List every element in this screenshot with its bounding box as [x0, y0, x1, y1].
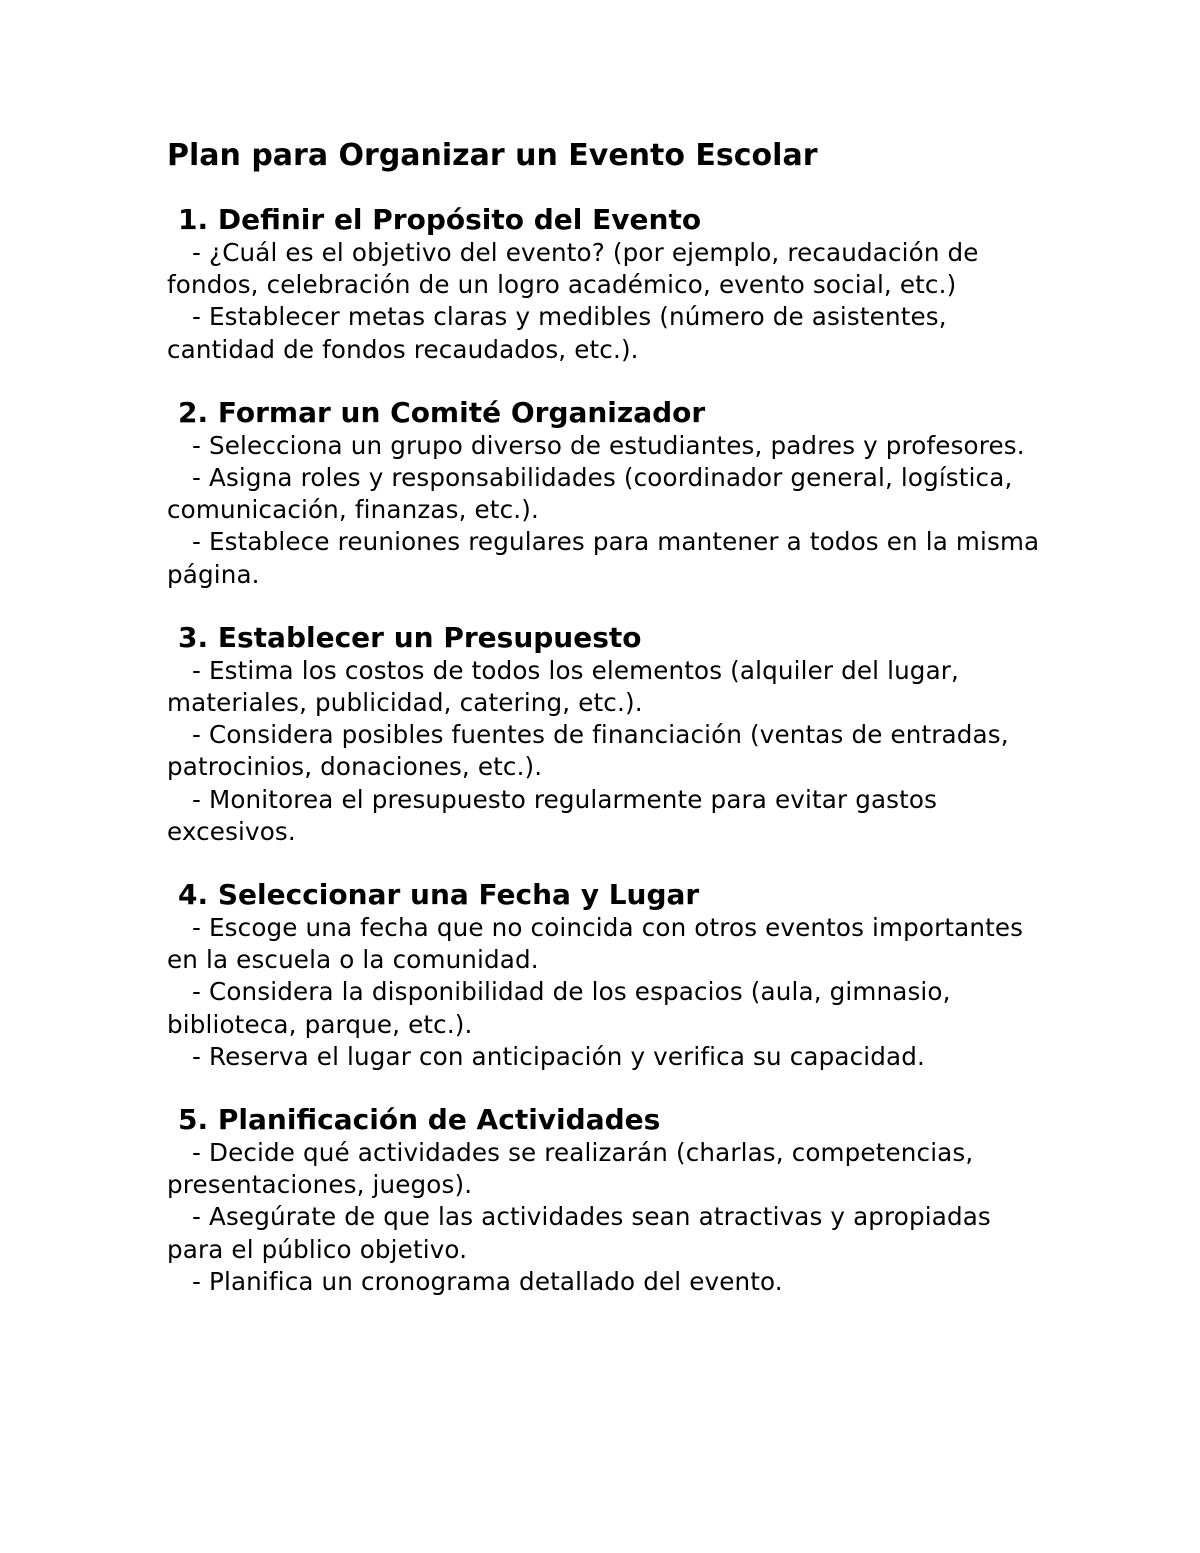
section-activities	[167, 1103, 1047, 1298]
section-heading: 1. Definir el Propósito del Evento	[178, 203, 702, 236]
section-purpose	[167, 203, 1047, 366]
section-heading: 4. Seleccionar una Fecha y Lugar	[178, 878, 700, 912]
bullet-item: - Planifica un cronograma detallado del evento.	[192, 1266, 783, 1296]
bullet-item: - Selecciona un grupo diverso de estudiantes, padres y profesores.	[192, 430, 1025, 460]
bullet-item: - Asigna roles y responsabilidades (coordinador general, logística, comunicación, finanzas, etc.).	[167, 463, 1013, 525]
bullet-item: - Considera la disponibilidad de los espacios (aula, gimnasio, biblioteca, parque, etc.).	[167, 977, 951, 1039]
section-heading: 3. Establecer un Presupuesto	[178, 620, 642, 654]
document-title: Plan para Organizar un Evento Escolar	[167, 138, 818, 173]
document-page	[167, 138, 1047, 1328]
bullet-item: - Monitorea el presupuesto regularmente para evitar gastos excesivos.	[167, 784, 938, 846]
bullet-item: - Asegúrate de que las actividades sean atractivas y apropiadas para el público objetivo.	[167, 1202, 991, 1264]
bullet-item: - Decide qué actividades se realizarán (charlas, competencias, presentaciones, juegos).	[167, 1138, 974, 1200]
bullet-item: - Establece reuniones regulares para mantener a todos en la misma página.	[167, 527, 1040, 589]
section-heading: 5. Planificación de Actividades	[178, 1103, 661, 1137]
section-heading: 2. Formar un Comité Organizador	[178, 395, 706, 429]
section-budget	[167, 621, 1047, 848]
bullet-item: - ¿Cuál es el objetivo del evento? (por ejemplo, recaudación de fondos, celebración de un logro académico, evento social, etc.)	[167, 238, 979, 300]
bullet-item: - Considera posibles fuentes de financiación (ventas de entradas, patrocinios, donaciones, etc.).	[167, 720, 1009, 782]
bullet-item: - Reserva el lugar con anticipación y verifica su capacidad.	[192, 1041, 925, 1071]
section-committee	[167, 396, 1047, 591]
bullet-item: - Estima los costos de todos los elementos (alquiler del lugar, materiales, publicidad, catering, etc.).	[167, 655, 960, 718]
bullet-item: - Escoge una fecha que no coincida con otros eventos importantes en la escuela o la comunidad.	[167, 913, 1024, 975]
bullet-item: - Establecer metas claras y medibles (número de asistentes, cantidad de fondos recaudados, etc.).	[167, 302, 947, 364]
section-date-venue	[167, 878, 1047, 1073]
